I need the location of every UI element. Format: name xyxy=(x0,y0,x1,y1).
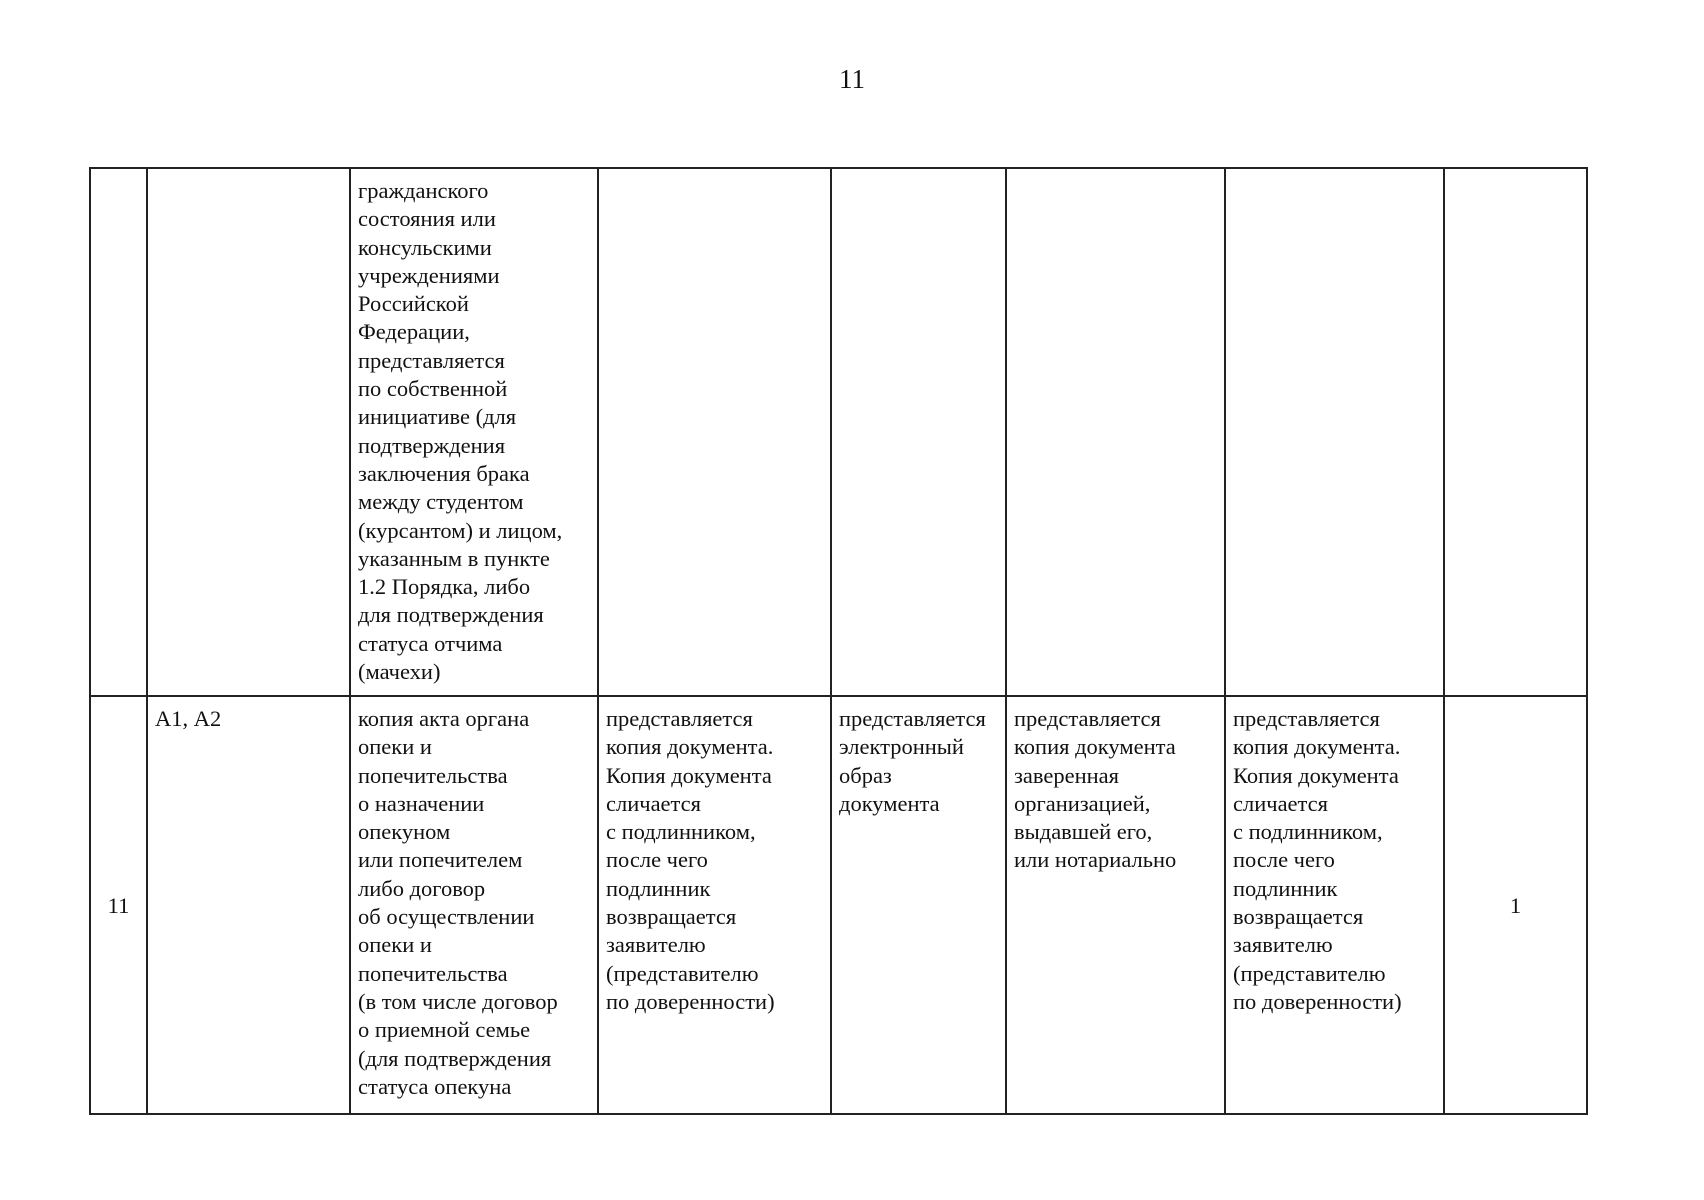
page-number: 11 xyxy=(839,64,865,94)
table-row xyxy=(90,168,1587,696)
electronic-submission-cell xyxy=(831,168,1006,696)
applicant-category-cell: А1, А2 xyxy=(147,696,350,1114)
submission-method-cell xyxy=(598,168,831,696)
copies-count-cell xyxy=(1444,168,1587,696)
mfc-submission-cell: представляется копия документа. Копия документа сличается с подлинником, после чего подлинник возвращается заявителю (представителю по доверенности) xyxy=(1225,696,1444,1114)
copies-count-cell: 1 xyxy=(1444,696,1587,1114)
applicant-category-cell xyxy=(147,168,350,696)
table-row xyxy=(90,696,1587,1114)
electronic-submission-cell: представляется электронный образ документа xyxy=(831,696,1006,1114)
postal-submission-cell: представляется копия документа заверенная организацией, выдавшей его, или нотариально xyxy=(1006,696,1225,1114)
row-number-cell xyxy=(90,168,147,696)
document-name-cell: копия акта органа опеки и попечительства о назначении опекуном или попечителем либо договор об осуществлении опеки и попечительства (в том числе договор о приемной семье (для подтверждения статуса опекуна xyxy=(350,696,598,1114)
row-number-cell: 11 xyxy=(90,696,147,1114)
postal-submission-cell xyxy=(1006,168,1225,696)
mfc-submission-cell xyxy=(1225,168,1444,696)
submission-method-cell: представляется копия документа. Копия документа сличается с подлинником, после чего подлинник возвращается заявителю (представителю по доверенности) xyxy=(598,696,831,1114)
documents-table xyxy=(89,167,1588,1115)
document-name-cell: гражданского состояния или консульскими учреждениями Российской Федерации, представляется по собственной инициативе (для подтверждения заключения брака между студентом (курсантом) и лицом, указанным в пункте 1.2 Порядка, либо для подтверждения статуса отчима (мачехи) xyxy=(350,168,598,696)
